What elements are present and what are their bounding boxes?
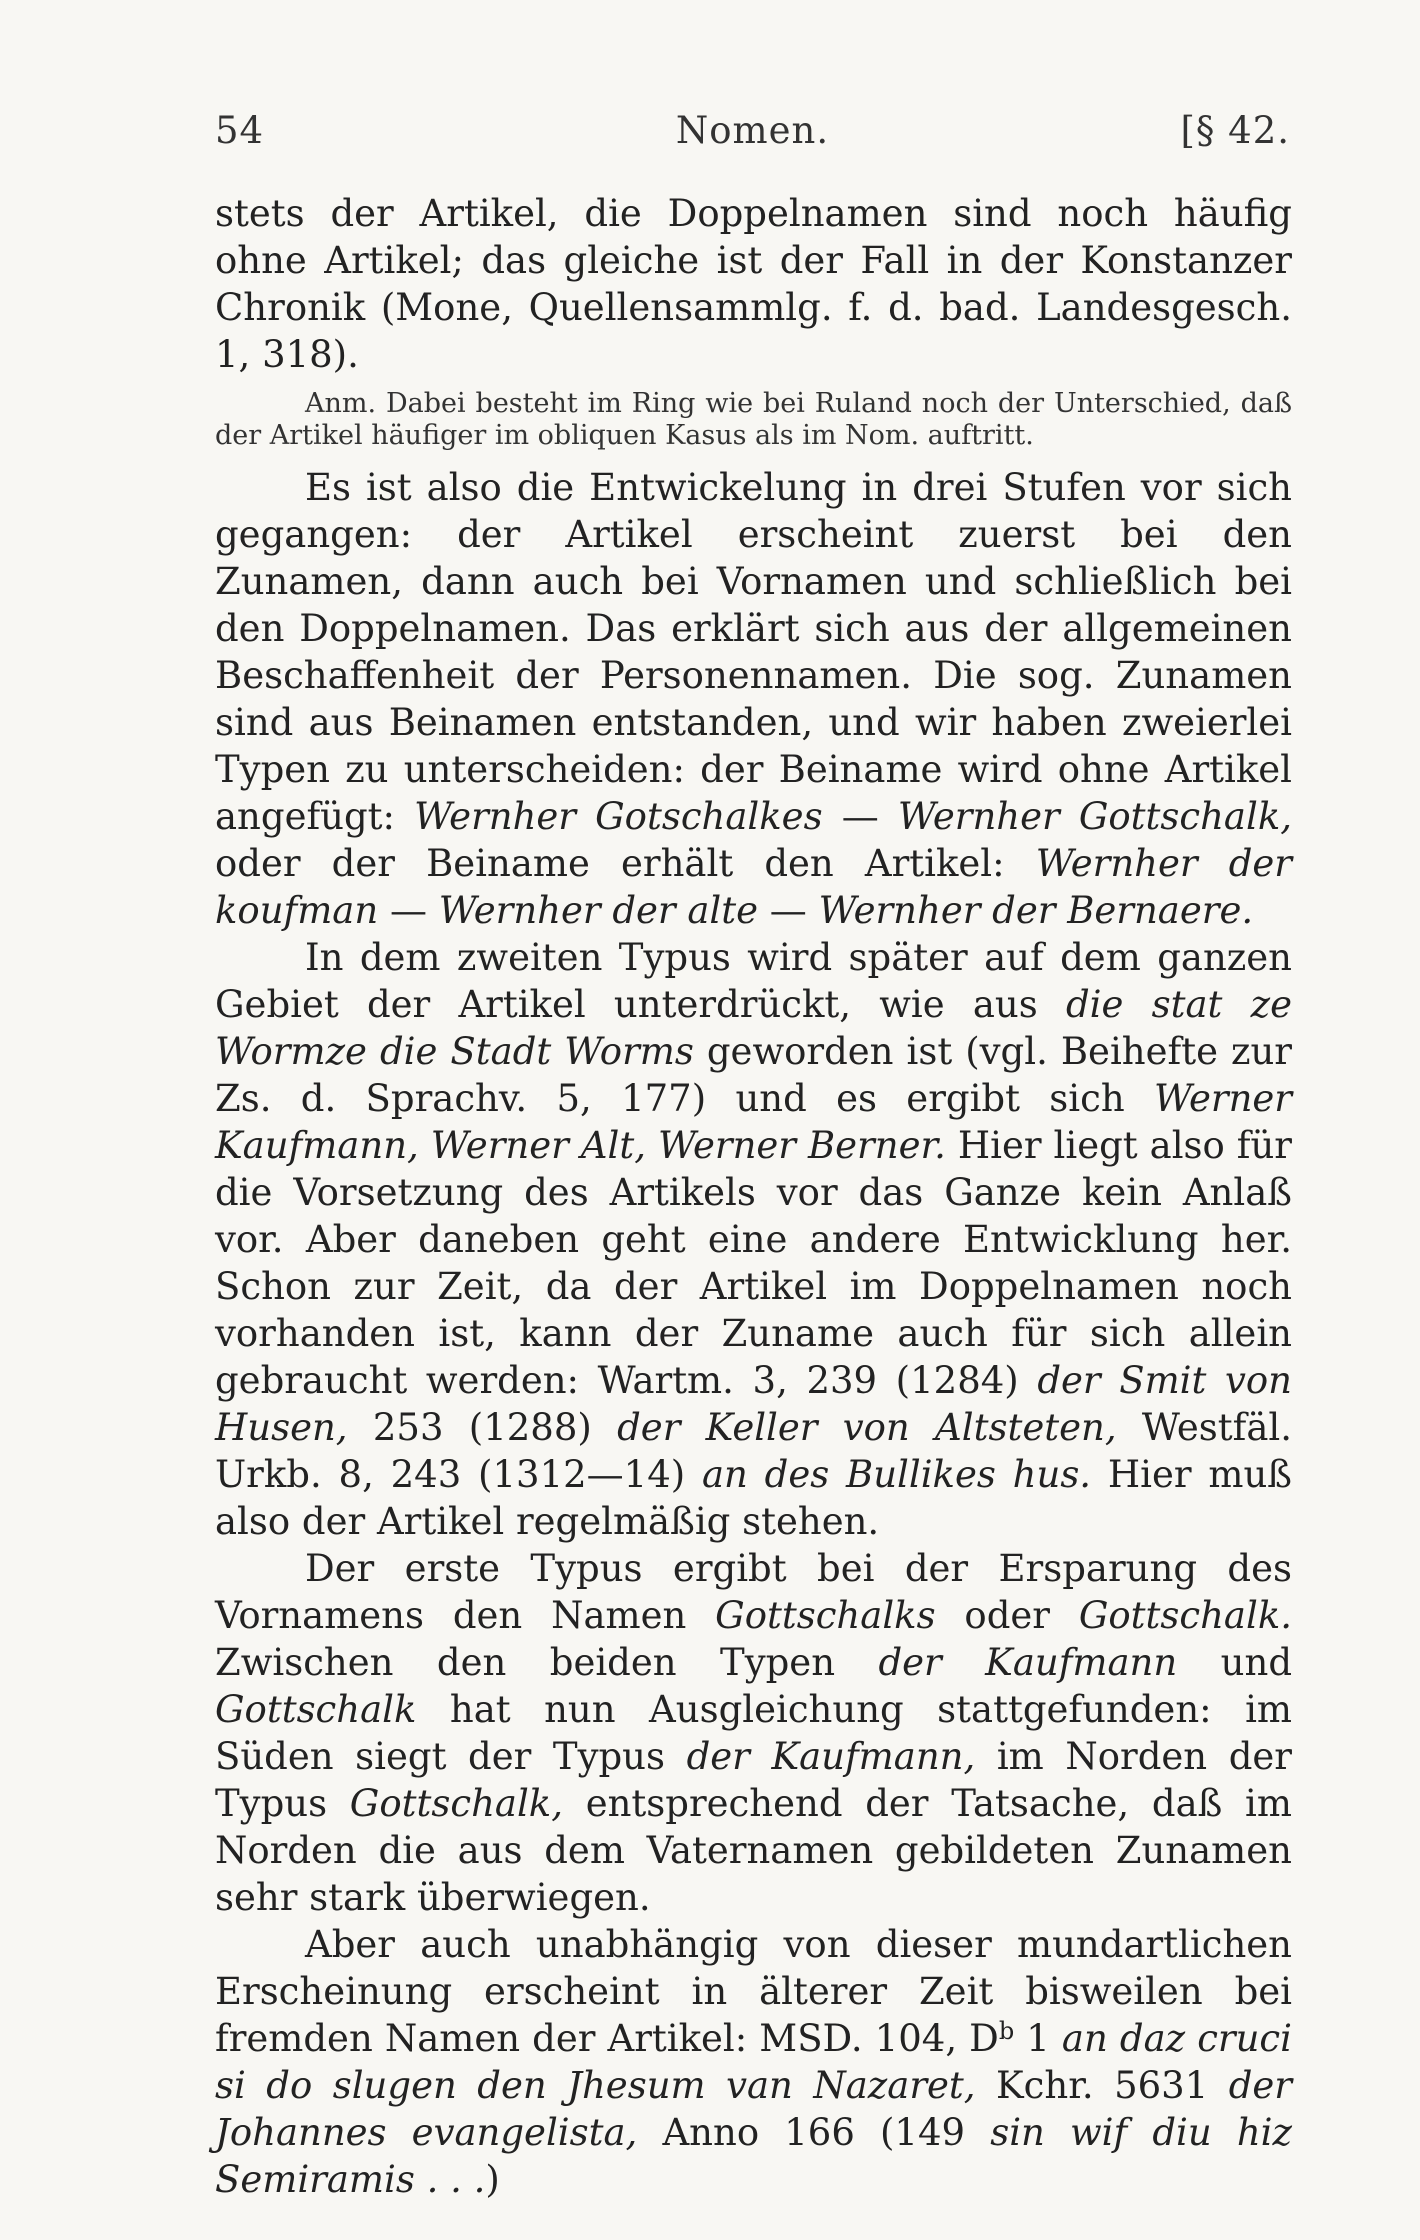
page-body (215, 190, 1292, 2203)
example-name: Wernher der koufman (215, 842, 1292, 932)
paragraph-4: Der erste Typus ergibt bei der Ersparung des Vornamens den Namen Gottschalks oder Gottschalk. Zwischen den beiden Typen der Kaufmann und Gottschalk hat nun Ausgleichung stattgefunden: im Süden siegt der Typus der Kaufmann, im Norden der Typus Gottschalk, entsprechend der Tatsache, daß im Norden die aus dem Vaternamen gebildeten Zunamen sehr stark überwiegen. (215, 1547, 1293, 1919)
section-marker: [§ 42. (1180, 109, 1290, 152)
footnote-annotation (215, 388, 1292, 452)
example-name: Werner Kaufmann, (215, 1077, 1292, 1167)
example-name: Gottschalks (715, 1594, 936, 1637)
example-name: an des Bullikes hus. (701, 1453, 1092, 1496)
note-text: Dabei besteht im Ring wie bei Ruland noch der Unterschied, daß der Artikel häufiger im obliquen Kasus als im Nom. auftritt. (215, 388, 1292, 451)
example-name: Gottschalk (215, 1688, 417, 1731)
example-quote: sin wif diu hiz Semiramis . . . (215, 2111, 1292, 2201)
example-name: der Kaufmann, (686, 1735, 976, 1778)
example-name: Werner Alt, Werner Berner. (430, 1124, 946, 1167)
example-name: Wernher Gottschalk, (897, 795, 1292, 838)
example-name: Wernher Gotschalkes (414, 795, 823, 838)
example-quote: an daz cruci si do slugen den Jhesum van Nazaret, (215, 2017, 1292, 2107)
example-name: Gottschalk. (1078, 1594, 1292, 1637)
example-quote: der Johannes evangelista, (215, 2064, 1292, 2154)
paragraph-3: In dem zweiten Typus wird später auf dem ganzen Gebiet der Artikel unterdrückt, wie aus die stat ze Wormze die Stadt Worms geworden ist (vgl. Beihefte zur Zs. d. Sprachv. 5, 177) und es ergibt sich Werner Kaufmann, Werner Alt, Werner Berner. Hier liegt also für die Vorsetzung des Artikels vor das Ganze kein Anlaß vor. Aber daneben geht eine andere Entwicklung her. Schon zur Zeit, da der Artikel im Doppelnamen noch vorhanden ist, kann der Zuname auch für sich allein gebraucht werden: Wartm. 3, 239 (1284) der Smit von Husen, 253 (1288) der Keller von Altsteten, Westfäl. Urkb. 8, 243 (1312—14) an des Bullikes hus. Hier muß also der Artikel regelmäßig stehen. (215, 936, 1292, 1543)
paragraph-2: Es ist also die Entwickelung in drei Stufen vor sich gegangen: der Artikel erscheint zuerst bei den Zunamen, dann auch bei Vornamen und schließlich bei den Doppelnamen. Das erklärt sich aus der allgemeinen Beschaffenheit der Personennamen. Die sog. Zunamen sind aus Beinamen entstanden, und wir haben zweierlei Typen zu unterscheiden: der Beiname wird ohne Artikel angefügt: Wernher Gotschalkes — Wernher Gottschalk, oder der Beiname erhält den Artikel: Wernher der koufman — Wernher der alte — Wernher der Bernaere. (215, 466, 1292, 932)
example-name: Wernher der alte (438, 889, 759, 932)
paragraph-1: stets der Artikel, die Doppelnamen sind noch häufig ohne Artikel; das gleiche ist der Fall in der Konstanzer Chronik (Mone, Quellensammlg. f. d. bad. Landesgesch. 1, 318). (215, 192, 1292, 376)
example-name: Wernher der Bernaere. (818, 889, 1254, 932)
superscript: b (998, 2017, 1015, 2045)
running-header (215, 106, 1290, 156)
example-name: Gottschalk, (349, 1782, 563, 1825)
example-name: der Keller von Altsteten, (617, 1406, 1117, 1449)
example-name: der Kaufmann (878, 1641, 1178, 1684)
example-name: der Smit von Husen, (215, 1359, 1292, 1449)
example-name: die Stadt Worms (380, 1030, 694, 1073)
running-title: Nomen. (675, 109, 830, 152)
example-name: die stat ze Wormze (215, 983, 1292, 1073)
paragraph-5: Aber auch unabhängig von dieser mundartlichen Erscheinung erscheint in älterer Zeit bisweilen bei fremden Namen der Artikel: MSD. 104, $D^b$ 1 an daz cruci si do slugen den Jhesum van Nazaret, Kchr. 5631 der Johannes evangelista, Anno 166 (149 sin wif diu hiz Semiramis . . .) (215, 1923, 1292, 2201)
page-number: 54 (215, 109, 265, 152)
note-label: Anm. (305, 388, 377, 419)
